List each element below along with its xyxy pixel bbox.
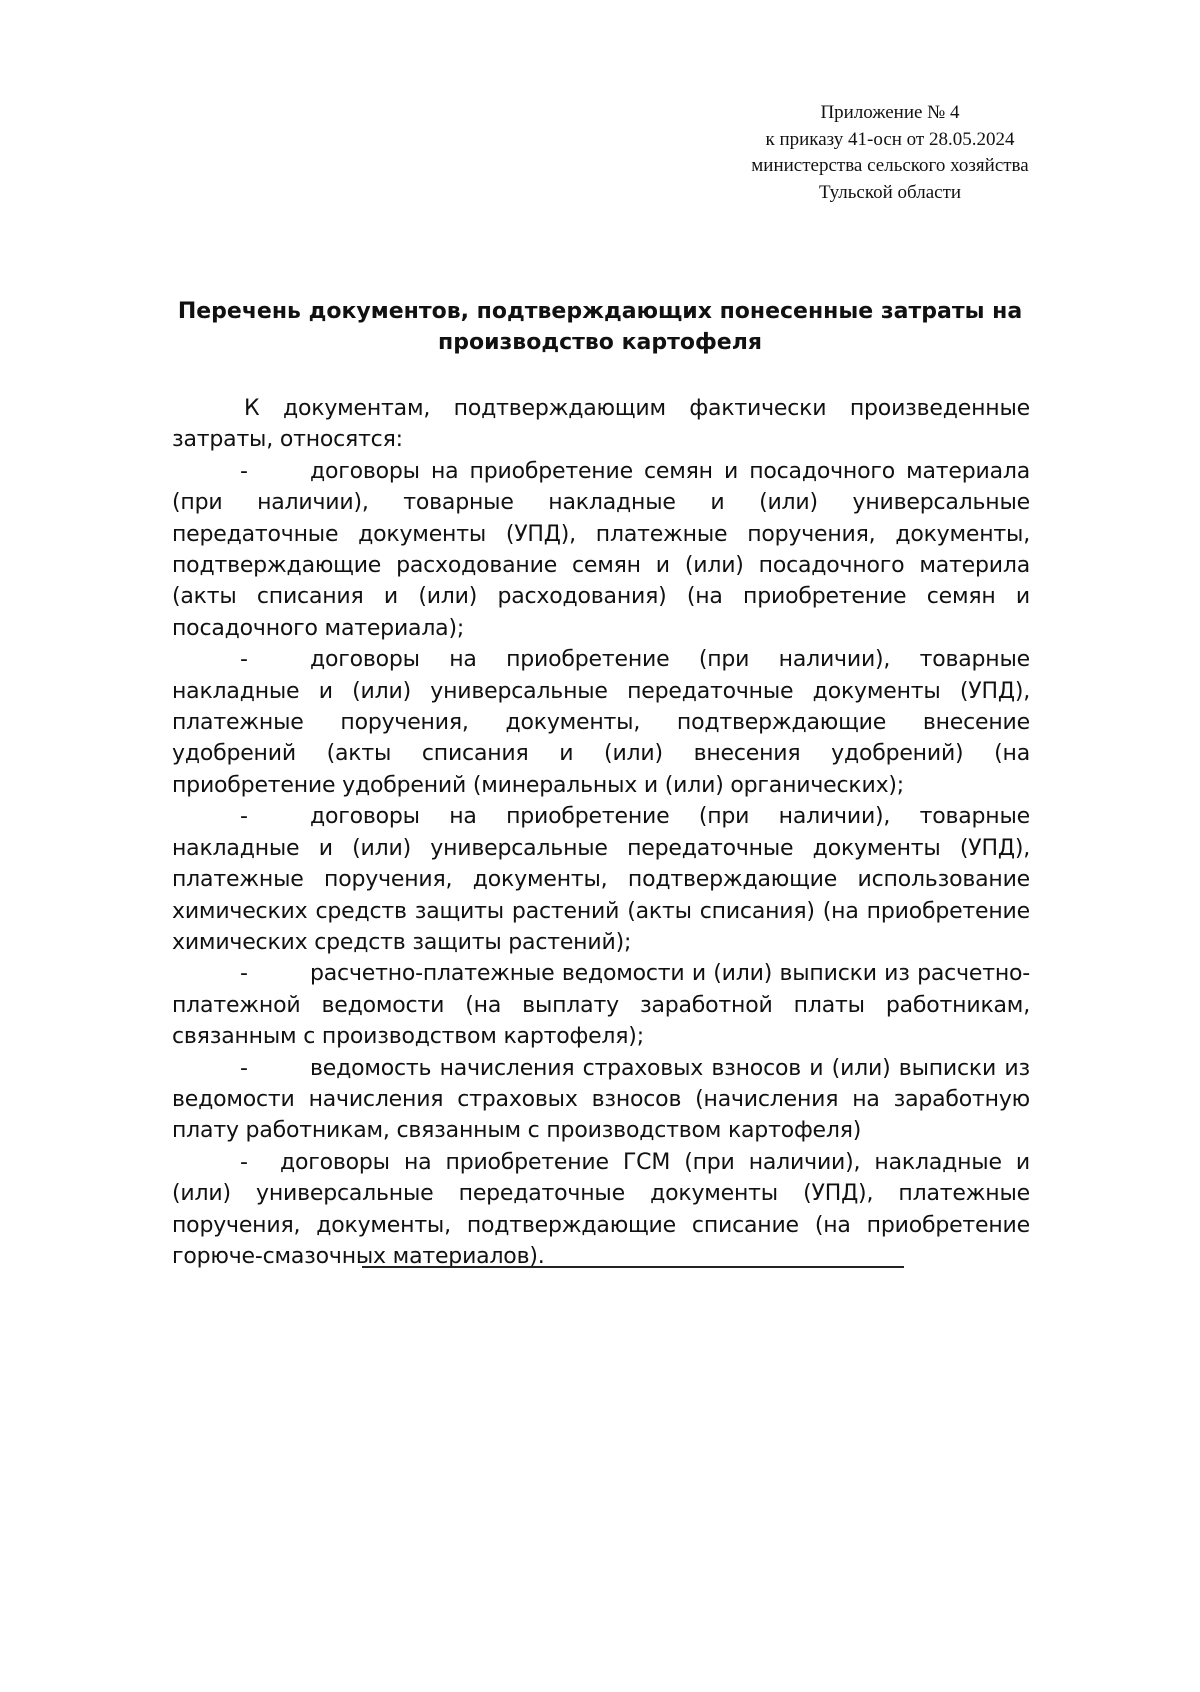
document-body	[172, 393, 1030, 1272]
title-line-1: Перечень документов, подтверждающих понесенные затраты на	[177, 299, 1023, 324]
list-item	[172, 644, 1030, 801]
list-dash: -	[240, 804, 248, 830]
region-name: Тульской области	[818, 181, 962, 203]
list-item	[172, 456, 1030, 644]
list-item	[172, 801, 1030, 958]
intro-paragraph: К документам, подтверждающим фактически произведенные затраты, относятся:	[172, 396, 1030, 453]
list-item	[172, 958, 1030, 1052]
list-item-text: договоры на приобретение семян и посадочного материала (при наличии), товарные накладные и (или) универсальные передаточные документы (УПД), платежные поручения, документы, подтверждающие расходование семян и (или) посадочного материла (акты списания и (или) расходования) (на приобретение семян и посадочного материала);	[172, 458, 1030, 641]
ministry-name: министерства сельского хозяйства	[751, 155, 1029, 176]
appendix-number: Приложение № 4	[820, 102, 960, 123]
order-reference: к приказу 41-осн от 28.05.2024	[765, 128, 1015, 150]
list-item-text: ведомость начисления страховых взносов и (или) выписки из ведомости начисления страховых взносов (начисления на заработную плату работникам, связанным с производством картофеля)	[172, 1055, 1030, 1144]
title-line-2: производство картофеля	[438, 330, 762, 355]
list-item-text: договоры на приобретение ГСМ (при наличии), накладные и (или) универсальные передаточные документы (УПД), платежные поручения, документы, подтверждающие списание (на приобретение горюче-смазочных материалов).	[172, 1149, 1030, 1269]
list-dash: -	[240, 961, 248, 987]
list-item-text: договоры на приобретение (при наличии), товарные накладные и (или) универсальные передаточные документы (УПД), платежные поручения, документы, подтверждающие внесение удобрений (акты списания и (или) внесения удобрений) (на приобретение удобрений (минеральных и (или) органических);	[172, 647, 1030, 798]
list-dash: -	[240, 647, 248, 673]
closing-divider-line	[362, 1266, 904, 1268]
list-dash: -	[240, 1149, 248, 1175]
document-title	[150, 296, 1050, 358]
list-dash: -	[240, 458, 248, 484]
list-dash: -	[240, 1055, 248, 1081]
appendix-header	[700, 100, 1080, 206]
list-item-text: договоры на приобретение (при наличии), товарные накладные и (или) универсальные передаточные документы (УПД), платежные поручения, документы, подтверждающие использование химических средств защиты растений (акты списания) (на приобретение химических средств защиты растений);	[172, 804, 1030, 955]
list-item	[172, 1147, 1030, 1273]
list-item-text: расчетно-платежные ведомости и (или) выписки из расчетно-платежной ведомости (на выплату заработной платы работникам, связанным с производством картофеля);	[172, 961, 1030, 1050]
list-item	[172, 1053, 1030, 1147]
